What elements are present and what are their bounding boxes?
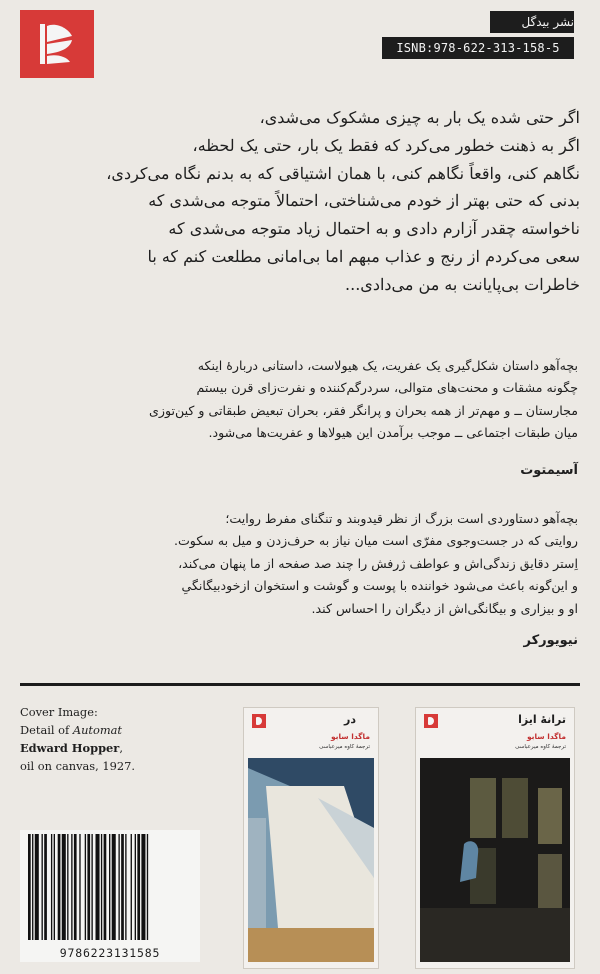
book-excerpt bbox=[20, 104, 580, 299]
book-translator: ترجمهٔ کاوه میرعباسی bbox=[515, 744, 566, 750]
cover-medium: oil on canvas, 1927. bbox=[20, 759, 136, 773]
excerpt-line: ناخواسته چقدر آزارم دادی و به احتمال زیاد متوجه می‌شدی که bbox=[168, 219, 580, 239]
book-translator: ترجمهٔ کاوه میرعباسی bbox=[319, 744, 370, 750]
cover-artwork: Automat bbox=[72, 723, 123, 737]
cover-detail-prefix: Detail of bbox=[20, 723, 73, 737]
review-asymptote bbox=[22, 355, 578, 445]
barcode-bar bbox=[125, 834, 126, 940]
review-line: چگونه مشقات و محنت‌های متوالی، سردرگم‌کننده و نفرت‌زای قرن بیستم bbox=[196, 380, 578, 396]
book-title: ترانهٔ ایزا bbox=[518, 713, 566, 726]
cover-artist: Edward Hopper bbox=[20, 741, 120, 755]
barcode-bar bbox=[79, 834, 80, 940]
barcode-bar bbox=[71, 834, 72, 940]
barcode-bar bbox=[147, 834, 148, 940]
review-line: بچه‌آهو داستان شکل‌گیری یک عفریت، یک هیولاست، داستانی دربارهٔ اینکه bbox=[197, 358, 578, 373]
barcode-bar bbox=[141, 834, 145, 940]
book-fan-icon bbox=[38, 20, 76, 68]
barcode-bar bbox=[32, 834, 33, 940]
barcode-number: 9786223131585 bbox=[59, 946, 161, 960]
isbn-label: ISNB:978-622-313-158-5 bbox=[382, 37, 574, 59]
excerpt-line: سعی می‌کردم از رنج و عذاب مبهم اما بی‌امانی مطلعت کنم که با bbox=[147, 246, 580, 266]
barcode-bar bbox=[54, 834, 55, 940]
barcode-bar bbox=[85, 834, 86, 940]
publisher-logo bbox=[20, 10, 94, 78]
review-line: میان طبقات اجتماعی ــ موجب برآمدن این هیولاها و عفریت‌ها می‌شود. bbox=[208, 425, 578, 441]
barcode-bars bbox=[28, 834, 192, 940]
review-new-yorker bbox=[22, 508, 578, 620]
book-author: ماگدا سابو bbox=[526, 732, 566, 741]
cover-label: Cover Image: bbox=[20, 705, 98, 719]
barcode-bar bbox=[58, 834, 61, 940]
book-thumbnail-door bbox=[243, 707, 379, 969]
barcode-bar bbox=[109, 834, 110, 940]
barcode-bar bbox=[121, 834, 124, 940]
excerpt-line: خاطرات بی‌پایانت به من می‌دادی... bbox=[345, 274, 580, 294]
barcode-bar bbox=[74, 834, 77, 940]
book-title: در bbox=[344, 713, 356, 726]
book-author: ماگدا سابو bbox=[330, 732, 370, 741]
review-source-new-yorker: نیویورکر bbox=[523, 633, 578, 648]
book-thumbnail-izas-ballad bbox=[415, 707, 575, 969]
review-line: بچه‌آهو دستاوردی است بزرگ از نظر قیدوبند و تنگنای مفرط روایت؛ bbox=[225, 511, 578, 526]
barcode-bar bbox=[101, 834, 102, 940]
excerpt-line: نگاهم کنی، واقعاً نگاهم کنی، با همان اشتیاقی که به بدنم نگاه می‌کردی، bbox=[106, 163, 580, 183]
barcode-bar bbox=[42, 834, 43, 940]
barcode-bar bbox=[112, 834, 116, 940]
barcode-bar bbox=[118, 834, 119, 940]
excerpt-line: اگر به ذهنت خطور می‌کرد که فقط یک بار، حتی یک لحظه، bbox=[192, 135, 580, 155]
barcode-bar bbox=[67, 834, 68, 940]
barcode-bar bbox=[35, 834, 39, 940]
barcode-bar bbox=[87, 834, 90, 940]
review-line: مجارستان ــ و مهم‌تر از همه بحران و پرانگر فقر، بحران تبعیض طبقاتی و کین‌توزی bbox=[149, 402, 578, 418]
barcode-bar bbox=[91, 834, 92, 940]
book-logo-icon bbox=[252, 714, 266, 728]
excerpt-line: اگر حتی شده یک بار به چیزی مشکوک می‌شدی، bbox=[259, 108, 580, 127]
barcode-bar bbox=[28, 834, 31, 940]
book-cover-art bbox=[420, 758, 570, 962]
divider bbox=[20, 683, 580, 686]
book-cover-art bbox=[248, 758, 374, 962]
barcode-bar bbox=[96, 834, 100, 940]
barcode-bar bbox=[131, 834, 132, 940]
review-line: او و بیزاری و بیگانگی‌اش از دیگران را احساس کند. bbox=[311, 600, 578, 616]
barcode-bar bbox=[135, 834, 136, 940]
cover-detail-line bbox=[20, 721, 135, 739]
barcode-bar bbox=[104, 834, 107, 940]
review-line: روایتی که در جست‌وجوی مفرّی است میان نیاز به حرف‌زدن و میل به سکوت. bbox=[173, 533, 578, 549]
barcode-bar bbox=[51, 834, 52, 940]
book-logo-icon bbox=[424, 714, 438, 728]
excerpt-line: بدنی که حتی بهتر از خودم می‌شناختی، احتمالاً متوجه می‌شدی که bbox=[148, 191, 580, 211]
barcode-bar bbox=[137, 834, 140, 940]
cover-credit: Cover Image: Detail of Automat Edward Hopper, oil on canvas, 1927. bbox=[20, 705, 136, 773]
publisher-label: نشر بیدگل bbox=[490, 11, 574, 33]
barcode-bar bbox=[44, 834, 47, 940]
review-source-asymptote: آسیمتوت bbox=[520, 463, 578, 478]
barcode-bar bbox=[62, 834, 66, 940]
review-line: اِستر دقایق زندگی‌اش و عواطف ژرفش را چند صد صفحه از ما پنهان می‌کند، bbox=[178, 555, 578, 571]
review-line: و این‌گونه باعث می‌شود خواننده با پوست و گوشت و استخوان ازخودبیگانگیِ bbox=[181, 578, 578, 594]
barcode bbox=[20, 830, 200, 962]
